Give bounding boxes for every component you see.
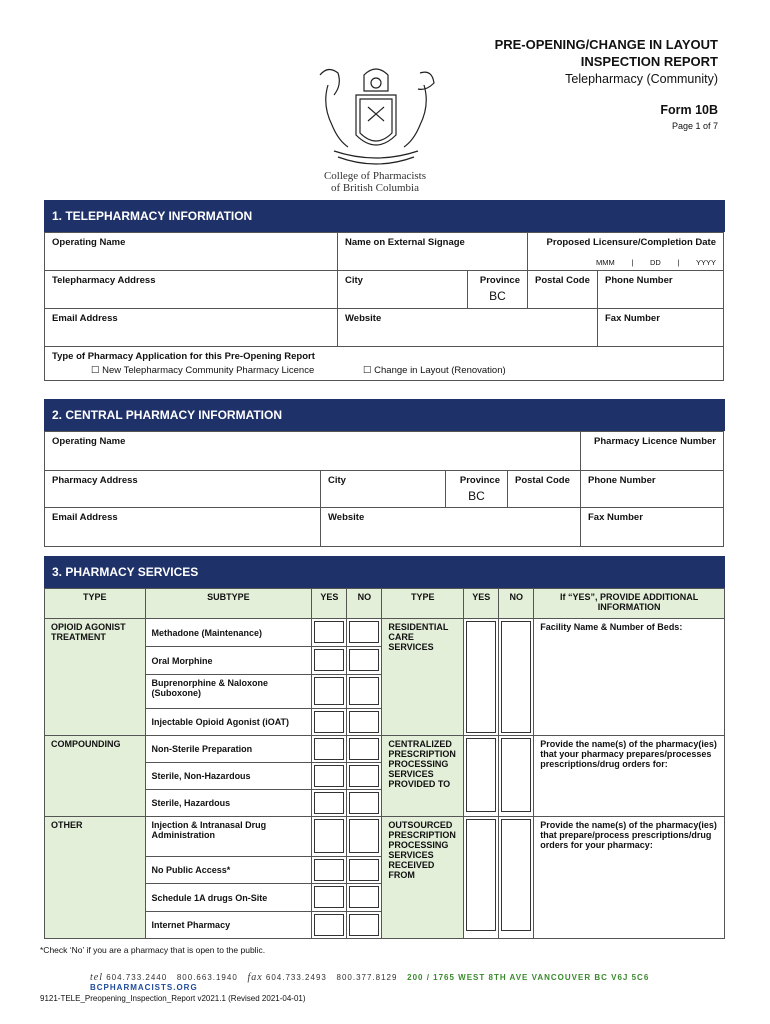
application-type-row xyxy=(45,347,723,381)
subtype-methadone: Methadone (Maintenance) xyxy=(145,619,312,647)
yes-cell xyxy=(312,708,347,735)
postal-code-field[interactable] xyxy=(528,271,598,309)
outsourced-yes-cell xyxy=(464,817,499,939)
col-subtype: SUBTYPE xyxy=(145,589,312,619)
external-signage-field[interactable] xyxy=(338,233,528,271)
fax-number-field[interactable] xyxy=(598,309,723,347)
date-format-hint: MMM | DD | YYYY xyxy=(595,258,716,267)
col-no: NO xyxy=(347,589,382,619)
public-access-note: *Check ‘No’ if you are a pharmacy that is open to the public. xyxy=(40,945,266,955)
yes-checkbox[interactable] xyxy=(314,765,344,787)
yes-checkbox[interactable] xyxy=(314,621,344,643)
pharmacy-address-field[interactable] xyxy=(45,471,321,508)
subtype-sterile-hazardous: Sterile, Hazardous xyxy=(145,790,312,817)
yes-checkbox[interactable] xyxy=(314,677,344,705)
residential-no-checkbox[interactable] xyxy=(501,621,531,733)
title-line-2: INSPECTION REPORT xyxy=(580,54,718,69)
central-email-label: Email Address xyxy=(52,512,118,523)
page-number: Page 1 of 7 xyxy=(671,121,718,131)
website-label: Website xyxy=(345,313,382,324)
central-phone-label: Phone Number xyxy=(588,475,656,486)
website-field[interactable] xyxy=(338,309,598,347)
yes-checkbox[interactable] xyxy=(314,886,344,908)
group-other: OTHER xyxy=(45,817,146,939)
col-type: TYPE xyxy=(45,589,146,619)
operating-name-field[interactable] xyxy=(45,233,338,271)
yes-cell xyxy=(312,884,347,912)
section-2-header: 2. CENTRAL PHARMACY INFORMATION xyxy=(44,399,725,431)
central-postal-code-field[interactable] xyxy=(508,471,581,508)
no-cell xyxy=(347,736,382,763)
yes-checkbox[interactable] xyxy=(314,914,344,936)
no-checkbox[interactable] xyxy=(349,819,379,853)
yes-cell xyxy=(312,619,347,647)
group-compounding: COMPOUNDING xyxy=(45,736,146,817)
fax-label: fax xyxy=(247,972,263,983)
subtype-non-sterile: Non-Sterile Preparation xyxy=(145,736,312,763)
new-licence-checkbox[interactable]: ☐ New Telepharmacy Community Pharmacy Licence xyxy=(91,365,315,376)
email-address-field[interactable] xyxy=(45,309,338,347)
tollfree-number: 800.663.1940 xyxy=(176,973,238,982)
info-residential[interactable]: Facility Name & Number of Beds: xyxy=(534,619,725,736)
telepharmacy-address-field[interactable] xyxy=(45,271,338,309)
subtype-injection: Injection & Intranasal Drug Administration xyxy=(145,817,312,857)
province-label: Province xyxy=(479,275,520,286)
type-centralized-processing: CENTRALIZED PRESCRIPTION PROCESSING SERVICES PROVIDED TO xyxy=(382,736,464,817)
subtype-no-public-access: No Public Access* xyxy=(145,857,312,884)
no-cell xyxy=(347,619,382,647)
central-email-field[interactable] xyxy=(45,508,321,546)
no-cell xyxy=(347,857,382,884)
external-signage-label: Name on External Signage xyxy=(345,237,465,248)
email-address-label: Email Address xyxy=(52,313,118,324)
college-name xyxy=(300,170,450,194)
subtype-internet-pharmacy: Internet Pharmacy xyxy=(145,912,312,939)
no-checkbox[interactable] xyxy=(349,886,379,908)
no-checkbox[interactable] xyxy=(349,738,379,760)
yes-checkbox[interactable] xyxy=(314,792,344,814)
pharmacy-services-table xyxy=(44,588,725,939)
table-row xyxy=(45,736,725,763)
central-province-field[interactable] xyxy=(446,471,508,508)
title-line-1: PRE-OPENING/CHANGE IN LAYOUT xyxy=(494,37,718,52)
col-type-2: TYPE xyxy=(382,589,464,619)
central-phone-field[interactable] xyxy=(581,471,723,508)
college-line-2: of British Columbia xyxy=(331,182,419,194)
col-no-2: NO xyxy=(499,589,534,619)
form-number: Form 10B xyxy=(660,103,718,117)
website-link[interactable]: BCPHARMACISTS.ORG xyxy=(90,983,198,992)
fax-number-2: 800.377.8129 xyxy=(336,973,398,982)
no-cell xyxy=(347,708,382,735)
no-cell xyxy=(347,647,382,674)
col-yes: YES xyxy=(312,589,347,619)
table-header-row xyxy=(45,589,725,619)
document-title xyxy=(495,36,718,70)
type-residential-care: RESIDENTIAL CARE SERVICES xyxy=(382,619,464,736)
section-1-telepharmacy-info xyxy=(44,232,724,381)
section-3-header: 3. PHARMACY SERVICES xyxy=(44,556,725,588)
contact-footer xyxy=(90,972,690,992)
no-checkbox[interactable] xyxy=(349,765,379,787)
application-type-label: Type of Pharmacy Application for this Pre-Opening Report xyxy=(52,351,315,362)
yes-checkbox[interactable] xyxy=(314,859,344,881)
postal-code-label: Postal Code xyxy=(535,275,590,286)
central-website-field[interactable] xyxy=(321,508,581,546)
province-field[interactable] xyxy=(468,271,528,309)
residential-no-cell xyxy=(499,619,534,736)
yes-cell xyxy=(312,817,347,857)
centralized-yes-cell xyxy=(464,736,499,817)
yes-cell xyxy=(312,736,347,763)
centralized-yes-checkbox[interactable] xyxy=(466,738,496,812)
residential-yes-cell xyxy=(464,619,499,736)
college-line-1: College of Pharmacists xyxy=(323,170,427,182)
col-additional-info: If “YES”, PROVIDE ADDITIONAL INFORMATION xyxy=(534,589,725,619)
yes-checkbox[interactable] xyxy=(314,738,344,760)
central-operating-name-field[interactable] xyxy=(45,432,581,471)
central-fax-label: Fax Number xyxy=(588,512,643,523)
outsourced-no-cell xyxy=(499,817,534,939)
outsourced-yes-checkbox[interactable] xyxy=(466,819,496,931)
yes-checkbox[interactable] xyxy=(314,711,344,733)
phone-number-field[interactable] xyxy=(598,271,723,309)
info-centralized[interactable]: Provide the name(s) of the pharmacy(ies) that your pharmacy prepares/processes prescriptions/drug orders for: xyxy=(534,736,725,817)
change-layout-checkbox[interactable]: ☐ Change in Layout (Renovation) xyxy=(363,365,506,376)
yes-cell xyxy=(312,790,347,817)
subtype-oral-morphine: Oral Morphine xyxy=(145,647,312,674)
yes-cell xyxy=(312,647,347,674)
province-value: BC xyxy=(489,289,506,303)
no-checkbox[interactable] xyxy=(349,914,379,936)
operating-name-label: Operating Name xyxy=(52,237,126,248)
centralized-no-checkbox[interactable] xyxy=(501,738,531,812)
subtype-sterile-non-hazardous: Sterile, Non-Hazardous xyxy=(145,763,312,790)
no-cell xyxy=(347,884,382,912)
section-2-central-pharmacy xyxy=(44,431,724,547)
telepharmacy-address-label: Telepharmacy Address xyxy=(52,275,156,286)
no-checkbox[interactable] xyxy=(349,859,379,881)
centralized-no-cell xyxy=(499,736,534,817)
central-fax-field[interactable] xyxy=(581,508,723,546)
city-field[interactable] xyxy=(338,271,468,309)
licence-number-field[interactable] xyxy=(581,432,723,471)
group-opioid-agonist: OPIOID AGONIST TREATMENT xyxy=(45,619,146,736)
yes-cell xyxy=(312,857,347,884)
central-city-field[interactable] xyxy=(321,471,446,508)
subtype-suboxone: Buprenorphine & Naloxone (Suboxone) xyxy=(145,674,312,708)
yes-cell xyxy=(312,763,347,790)
no-cell xyxy=(347,912,382,939)
tel-label: tel xyxy=(90,972,103,983)
licence-number-label: Pharmacy Licence Number xyxy=(594,436,716,447)
document-subtitle: Telepharmacy (Community) xyxy=(565,72,718,86)
section-1-header: 1. TELEPHARMACY INFORMATION xyxy=(44,200,725,232)
residential-yes-checkbox[interactable] xyxy=(466,621,496,733)
street-address: 200 / 1765 WEST 8TH AVE VANCOUVER BC V6J 5C6 xyxy=(407,973,650,982)
central-postal-code-label: Postal Code xyxy=(515,475,570,486)
no-cell xyxy=(347,674,382,708)
central-province-value: BC xyxy=(468,489,485,503)
yes-cell xyxy=(312,912,347,939)
table-row xyxy=(45,619,725,647)
no-cell xyxy=(347,790,382,817)
central-operating-name-label: Operating Name xyxy=(52,436,126,447)
college-crest-logo xyxy=(308,55,444,173)
no-checkbox[interactable] xyxy=(349,649,379,671)
no-checkbox[interactable] xyxy=(349,621,379,643)
fax-number-label: Fax Number xyxy=(605,313,660,324)
pharmacy-address-label: Pharmacy Address xyxy=(52,475,138,486)
no-checkbox[interactable] xyxy=(349,677,379,705)
yes-checkbox[interactable] xyxy=(314,649,344,671)
table-row xyxy=(45,817,725,857)
proposed-date-label: Proposed Licensure/Completion Date xyxy=(546,237,716,248)
yes-checkbox[interactable] xyxy=(314,819,344,853)
col-yes-2: YES xyxy=(464,589,499,619)
fax-number: 604.733.2493 xyxy=(265,973,327,982)
document-id: 9121-TELE_Preopening_Inspection_Report v2021.1 (Revised 2021-04-01) xyxy=(40,994,306,1003)
city-label: City xyxy=(345,275,363,286)
subtype-schedule-1a: Schedule 1A drugs On-Site xyxy=(145,884,312,912)
no-checkbox[interactable] xyxy=(349,792,379,814)
proposed-date-field[interactable] xyxy=(528,233,723,271)
central-website-label: Website xyxy=(328,512,365,523)
info-outsourced[interactable]: Provide the name(s) of the pharmacy(ies) that prepare/process prescriptions/drug orders for your pharmacy: xyxy=(534,817,725,939)
no-cell xyxy=(347,817,382,857)
subtype-ioat: Injectable Opioid Agonist (iOAT) xyxy=(145,708,312,735)
type-outsourced-processing: OUTSOURCED PRESCRIPTION PROCESSING SERVICES RECEIVED FROM xyxy=(382,817,464,939)
outsourced-no-checkbox[interactable] xyxy=(501,819,531,931)
tel-number: 604.733.2440 xyxy=(106,973,168,982)
central-city-label: City xyxy=(328,475,346,486)
no-cell xyxy=(347,763,382,790)
no-checkbox[interactable] xyxy=(349,711,379,733)
central-province-label: Province xyxy=(459,475,500,486)
yes-cell xyxy=(312,674,347,708)
phone-number-label: Phone Number xyxy=(605,275,673,286)
